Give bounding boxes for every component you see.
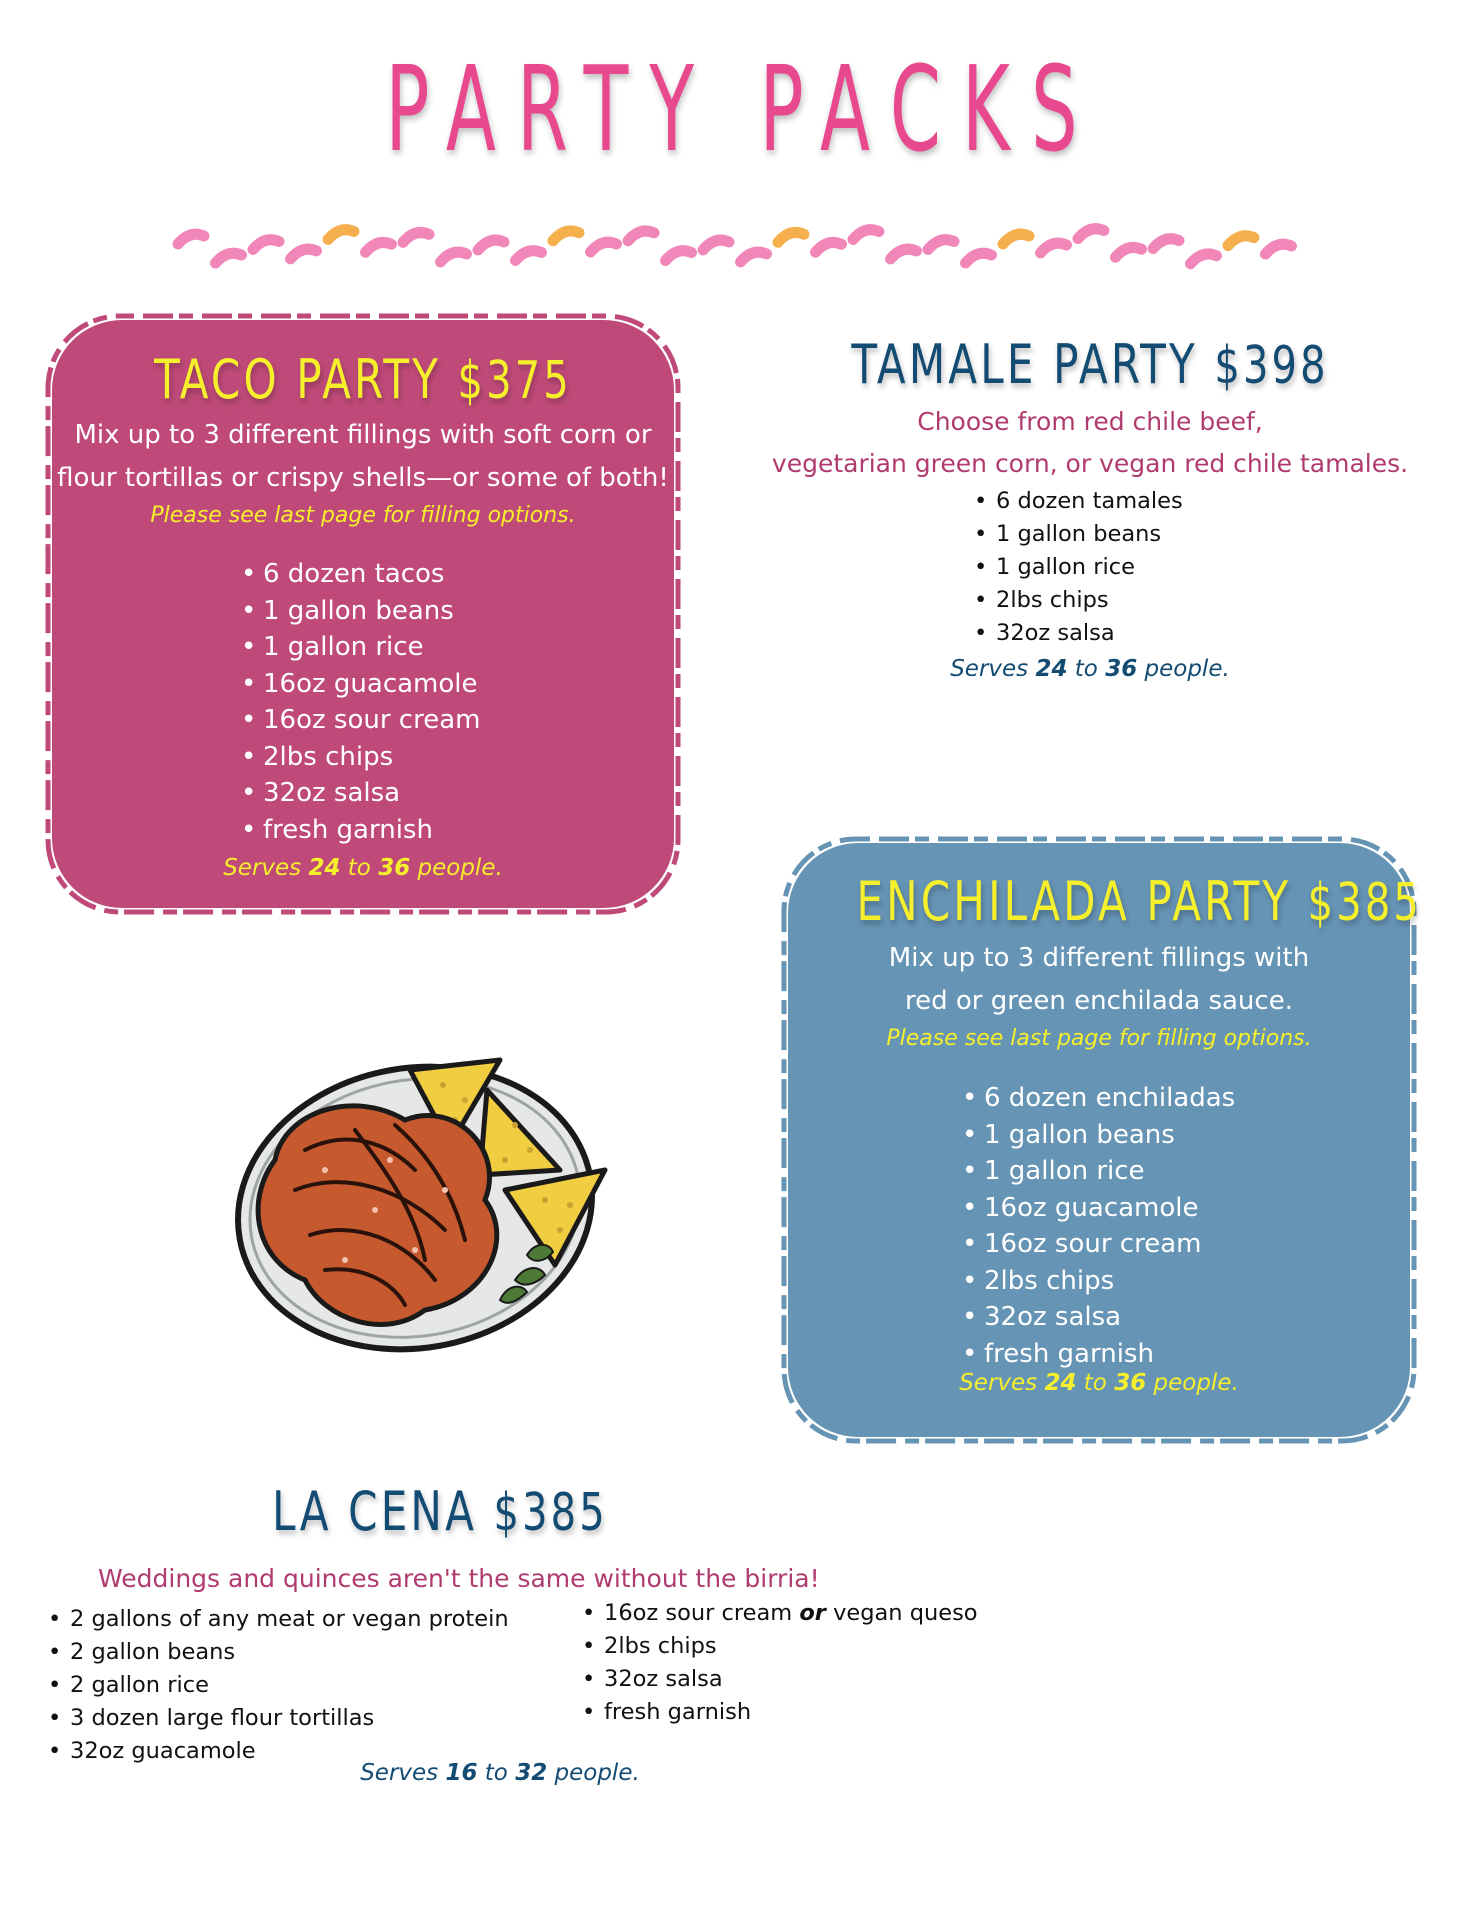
chili-mark — [666, 251, 692, 261]
la-cena-price: $385 — [493, 1483, 608, 1543]
chili-mark — [891, 249, 917, 259]
chili-mark — [703, 240, 729, 250]
list-item: • 1 gallon rice — [974, 554, 1135, 580]
taco-desc-line2: flour tortillas or crispy shells—or some of both! — [57, 463, 669, 493]
chili-mark — [1228, 236, 1254, 246]
taco-party-items — [241, 556, 480, 848]
list-item: • 2lbs chips — [582, 1633, 717, 1659]
list-item: • 16oz guacamole — [962, 1192, 1199, 1223]
tamale-party-items — [974, 485, 1183, 650]
chili-mark — [441, 252, 467, 262]
list-item: • 2lbs chips — [241, 741, 394, 772]
list-item: • 2 gallon rice — [48, 1672, 209, 1698]
enchilada-desc-line2: red or green enchilada sauce. — [905, 986, 1293, 1016]
list-item: • 1 gallon beans — [241, 595, 454, 626]
list-item: • 16oz guacamole — [241, 668, 478, 699]
chili-mark — [628, 231, 654, 241]
tamale-party-description — [760, 401, 1420, 485]
la-cena-serves: Serves 16 to 32 people. — [360, 1760, 640, 1786]
list-item: • 1 gallon rice — [962, 1156, 1145, 1186]
tamale-party-price: $398 — [1214, 336, 1329, 396]
list-item: • 2lbs chips — [974, 587, 1109, 613]
enchilada-party-items — [962, 1080, 1235, 1372]
chili-mark — [478, 240, 504, 250]
enchilada-plate-illustration — [215, 1040, 615, 1370]
chili-mark — [1191, 254, 1217, 264]
enchilada-desc-line1: Mix up to 3 different fillings with — [888, 943, 1310, 973]
list-item: • 6 dozen tamales — [974, 488, 1183, 514]
taco-filling-note: Please see last page for filling options. — [150, 503, 576, 528]
chili-mark — [853, 230, 879, 240]
tamale-desc-line1: Choose from red chile beef, — [917, 407, 1263, 436]
chili-mark — [778, 232, 804, 242]
chili-mark — [516, 251, 542, 261]
list-item: • 2lbs chips — [962, 1265, 1115, 1296]
taco-party-heading — [120, 348, 605, 411]
chili-mark — [291, 249, 317, 259]
tamale-serves: Serves 24 to 36 people. — [950, 656, 1230, 682]
chili-mark — [1153, 239, 1179, 249]
list-item: • 32oz salsa — [582, 1666, 723, 1692]
enchilada-party-title: ENCHILADA PARTY — [856, 870, 1292, 933]
enchilada-filling-note: Please see last page for filling options. — [886, 1026, 1312, 1051]
chili-mark — [253, 240, 279, 250]
taco-desc-line1: Mix up to 3 different fillings with soft corn or — [74, 420, 652, 450]
chili-mark — [966, 253, 992, 263]
chili-mark — [403, 233, 429, 243]
la-cena-title: LA CENA — [272, 1480, 478, 1543]
list-item: • fresh garnish — [241, 814, 433, 845]
list-item: • 6 dozen enchiladas — [962, 1083, 1236, 1113]
la-cena-tagline: Weddings and quinces aren't the same without the birria! — [98, 1564, 820, 1593]
enchilada-party-description — [788, 937, 1410, 1023]
chili-mark — [741, 252, 767, 262]
list-item: • 1 gallon beans — [962, 1119, 1175, 1150]
chili-mark — [1041, 243, 1067, 253]
enchilada-party-price: $385 — [1307, 873, 1422, 933]
taco-party-description — [52, 414, 674, 500]
tamale-party-heading — [833, 333, 1348, 396]
la-cena-items-right — [582, 1597, 978, 1729]
chili-mark — [216, 253, 242, 263]
chili-mark — [328, 230, 354, 240]
chili-mark — [1078, 229, 1104, 239]
list-item: • 1 gallon beans — [974, 521, 1162, 547]
list-item: • 32oz salsa — [974, 620, 1115, 646]
chili-mark — [1266, 244, 1292, 254]
chili-mark — [591, 242, 617, 252]
list-item: • 16oz sour cream or vegan queso — [582, 1600, 978, 1626]
chili-divider-icon — [170, 210, 1310, 280]
tamale-desc-line2: vegetarian green corn, or vegan red chile tamales. — [771, 449, 1409, 478]
taco-serves: Serves 24 to 36 people. — [223, 855, 503, 881]
list-item: • 32oz salsa — [241, 778, 401, 808]
list-item: • fresh garnish — [962, 1338, 1154, 1369]
list-item: • 2 gallons of any meat or vegan protein — [48, 1606, 509, 1632]
chili-mark — [178, 234, 204, 244]
list-item: • fresh garnish — [582, 1699, 752, 1725]
list-item: • 16oz sour cream — [241, 705, 481, 735]
list-item: • 16oz sour cream — [962, 1229, 1202, 1259]
taco-party-price: $375 — [457, 351, 572, 411]
list-item: • 3 dozen large flour tortillas — [48, 1705, 375, 1731]
chili-mark — [553, 231, 579, 241]
tamale-party-title: TAMALE PARTY — [851, 333, 1198, 396]
chili-mark — [1003, 234, 1029, 244]
chili-mark — [1116, 247, 1142, 257]
la-cena-heading — [245, 1480, 635, 1543]
la-cena-items-left — [48, 1603, 509, 1768]
chili-mark — [366, 242, 392, 252]
enchilada-serves: Serves 24 to 36 people. — [959, 1370, 1239, 1396]
list-item: • 1 gallon rice — [241, 632, 424, 662]
chili-mark — [816, 242, 842, 252]
list-item: • 32oz guacamole — [48, 1738, 256, 1764]
enchilada-party-heading — [856, 870, 1422, 933]
chili-mark — [928, 240, 954, 250]
list-item: • 32oz salsa — [962, 1302, 1122, 1332]
page-title: PARTY PACKS — [385, 40, 1099, 178]
taco-party-title: TACO PARTY — [154, 348, 442, 411]
list-item: • 2 gallon beans — [48, 1639, 236, 1665]
list-item: • 6 dozen tacos — [241, 559, 445, 589]
